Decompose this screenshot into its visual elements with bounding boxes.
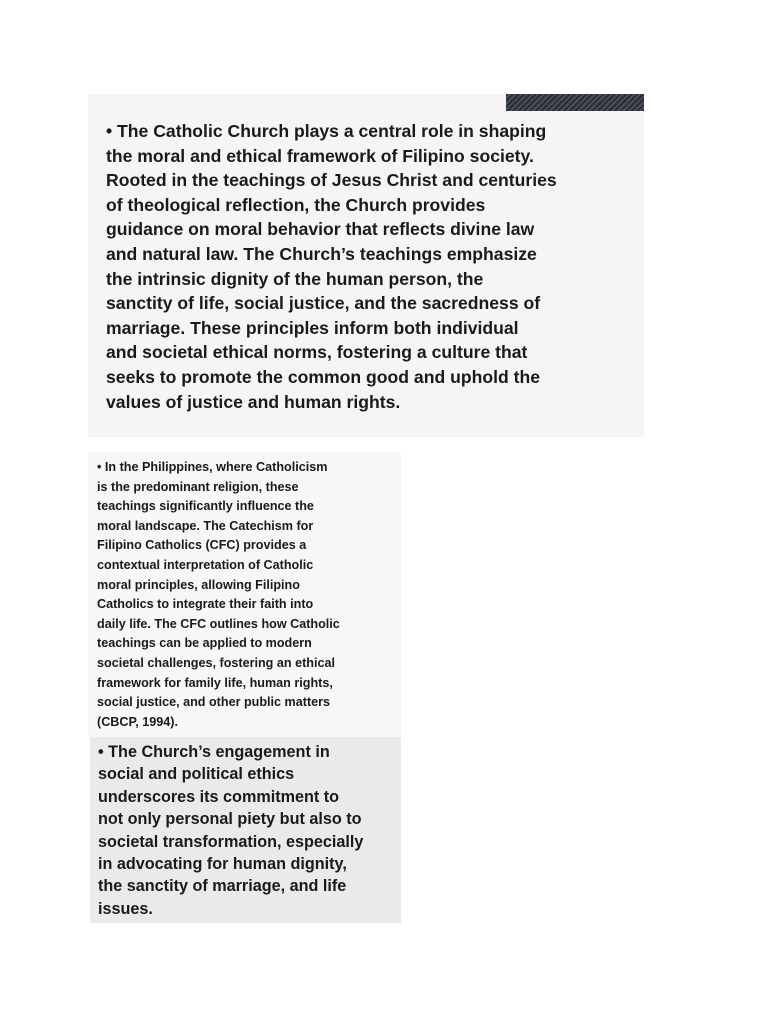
text-line: is the predominant religion, these [97,479,299,494]
text-line: moral landscape. The Catechism for [97,518,314,533]
text-line: in advocating for human dignity, [98,855,347,874]
text-line: the moral and ethical framework of Filipino society. [106,145,534,166]
text-line: and natural law. The Church’s teachings emphasize [106,243,537,264]
text-line: contextual interpretation of Catholic [97,557,314,572]
text-line: Filipino Catholics (CFC) provides a [97,538,307,553]
text-line: daily life. The CFC outlines how Catholic [97,616,340,631]
text-line: moral principles, allowing Filipino [97,577,300,592]
text-line: • In the Philippines, where Catholicism [97,460,328,474]
text-line: underscores its commitment to [98,787,340,806]
text-line: Catholics to integrate their faith into [97,597,314,612]
text-line: societal transformation, especially [98,832,364,851]
text-line: social and political ethics [98,765,295,784]
text-line: the intrinsic dignity of the human person, the [106,268,484,289]
text-line: issues. [98,899,153,918]
text-line: • The Catholic Church plays a central role in shaping [106,121,547,141]
text-line: and societal ethical norms, fostering a culture that [106,342,528,363]
text-line: of theological reflection, the Church provides [106,194,486,215]
text-line: marriage. These principles inform both individual [106,317,519,338]
slide-decorative-bar [506,94,644,111]
text-line: sanctity of life, social justice, and the sacredness of [106,293,541,314]
text-line: teachings significantly influence the [97,499,314,514]
slide-2-paragraph [97,458,397,732]
text-line: teachings can be applied to modern [97,636,312,651]
text-line: Rooted in the teachings of Jesus Christ and centuries [106,170,557,191]
text-line: social justice, and other public matters [97,695,331,710]
text-line: values of justice and human rights. [106,391,401,412]
text-line: not only personal piety but also to [98,810,362,829]
text-line: the sanctity of marriage, and life [98,877,347,896]
slide-1-paragraph [106,119,606,414]
slide-3-paragraph [98,741,398,920]
text-line: guidance on moral behavior that reflects divine law [106,219,535,240]
text-line: framework for family life, human rights, [97,675,333,690]
text-line: • The Church’s engagement in [98,743,330,761]
text-line: seeks to promote the common good and uphold the [106,366,540,387]
text-line: (CBCP, 1994). [97,714,178,729]
text-line: societal challenges, fostering an ethical [97,655,335,670]
